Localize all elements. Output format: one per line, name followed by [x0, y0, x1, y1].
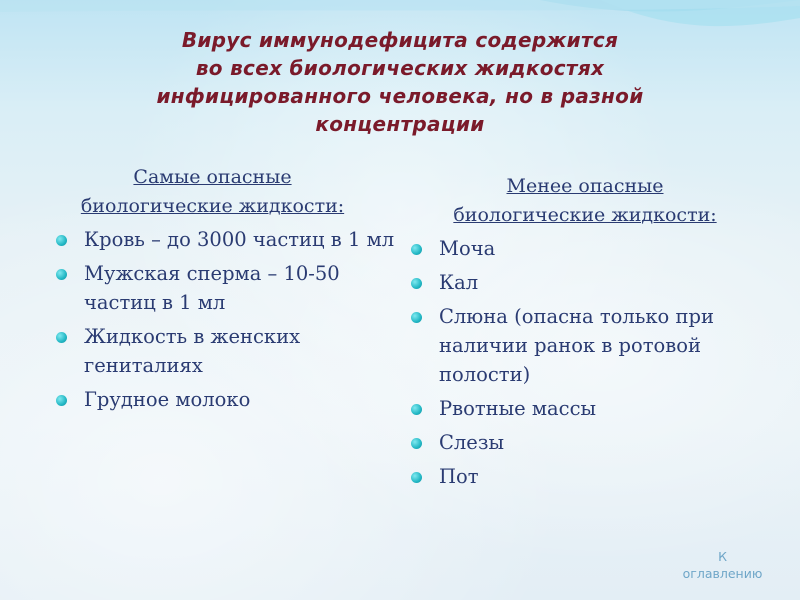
list-item-text: Грудное молоко: [84, 388, 251, 411]
list-item-text: Кровь – до 3000 частиц в 1 мл: [84, 228, 395, 251]
list-item: [405, 462, 765, 491]
list-item: [50, 322, 395, 380]
right-heading-line-1: Менее опасные: [506, 175, 664, 197]
bullet-icon: [56, 235, 67, 246]
list-item: [405, 428, 765, 457]
list-item-text: Рвотные массы: [439, 397, 597, 420]
bullet-icon: [411, 278, 422, 289]
bullet-icon: [411, 244, 422, 255]
list-item: [50, 259, 395, 317]
bullet-icon: [56, 395, 67, 406]
left-heading-line-1: Самые опасные: [133, 166, 292, 188]
right-column: [405, 172, 765, 496]
left-column-heading: [50, 163, 395, 221]
right-list: [405, 234, 765, 491]
bullet-icon: [56, 332, 67, 343]
list-item-text: Кал: [439, 271, 479, 294]
list-item-text: Жидкость в женских гениталиях: [84, 325, 301, 377]
list-item-text: Мужская сперма – 10-50 частиц в 1 мл: [84, 262, 340, 314]
title-line-4: концентрации: [315, 112, 485, 136]
right-column-heading: [405, 172, 765, 230]
list-item: [405, 302, 765, 389]
bullet-icon: [411, 312, 422, 323]
left-column: [50, 163, 395, 419]
list-item-text: Слезы: [439, 431, 505, 454]
list-item: [405, 268, 765, 297]
list-item: [405, 394, 765, 423]
list-item: [405, 234, 765, 263]
bullet-icon: [411, 404, 422, 415]
nav-link-line-2: оглавлению: [682, 566, 763, 581]
slide-title: [110, 26, 690, 138]
list-item: [50, 225, 395, 254]
title-line-3: инфицированного человека, но в разной: [156, 84, 644, 108]
right-heading-line-2: биологические жидкости:: [453, 204, 717, 226]
title-line-1: Вирус иммунодефицита содержится: [181, 28, 619, 52]
left-list: [50, 225, 395, 414]
table-of-contents-link[interactable]: [660, 548, 785, 582]
list-item-text: Слюна (опасна только при наличии ранок в ротовой полости): [439, 305, 714, 386]
list-item-text: Пот: [439, 465, 479, 488]
list-item-text: Моча: [439, 237, 496, 260]
bullet-icon: [411, 438, 422, 449]
nav-link-line-1: К: [718, 549, 727, 564]
list-item: [50, 385, 395, 414]
left-heading-line-2: биологические жидкости:: [80, 195, 345, 217]
bullet-icon: [56, 269, 67, 280]
title-line-2: во всех биологических жидкостях: [195, 56, 605, 80]
bullet-icon: [411, 472, 422, 483]
